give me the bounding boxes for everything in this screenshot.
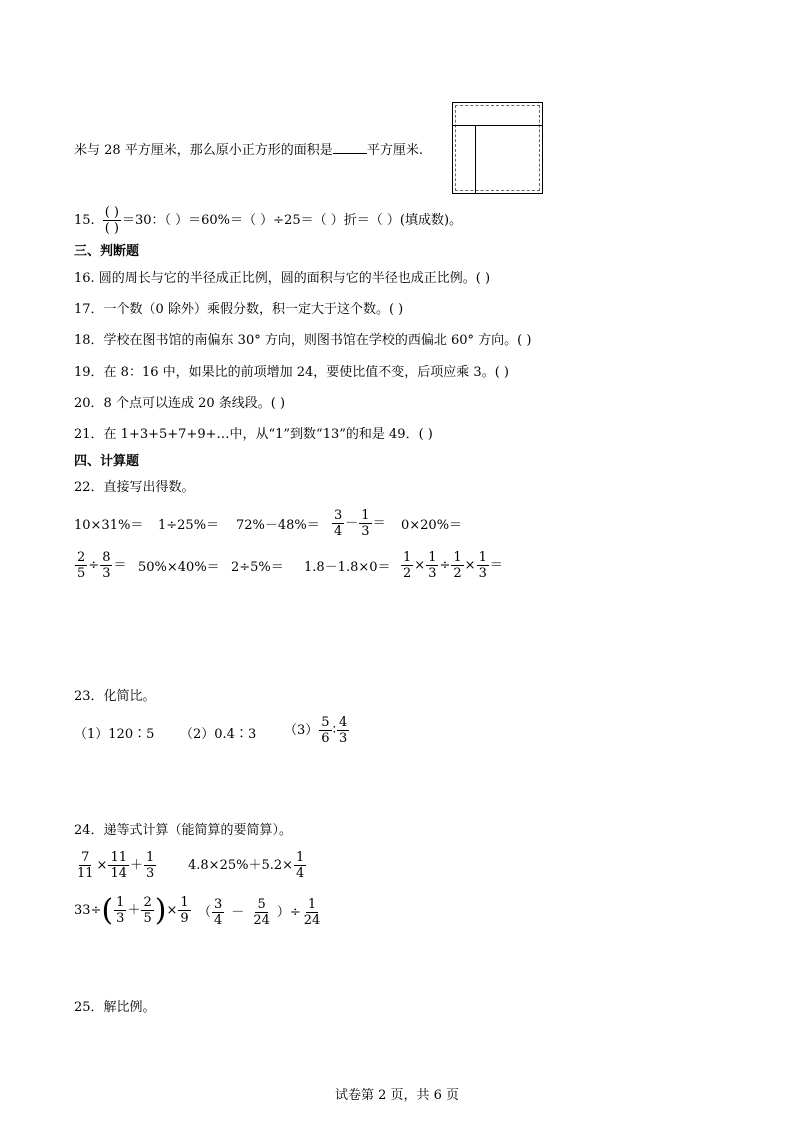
fraction-1-3 xyxy=(477,550,489,581)
q24-expr-4 xyxy=(198,897,323,928)
q22-item-10 xyxy=(400,550,503,581)
fraction-1-24 xyxy=(302,897,323,928)
frac-den: 3 xyxy=(102,566,111,581)
q24-expr-1 xyxy=(74,850,157,881)
q22-item-5: 0×20%＝ xyxy=(401,518,463,533)
fraction-2-5 xyxy=(141,895,153,926)
q25-title: 25．解比例。 xyxy=(74,1000,156,1015)
q15-text: ＝30：（ ）＝60%＝（ ）÷25＝（ ）折＝（ ）(填成数)。 xyxy=(121,212,463,228)
question-17: 17．一个数（0 除外）乘假分数，积一定大于这个数。( ) xyxy=(74,302,404,317)
times-sign: × xyxy=(464,557,476,573)
figure-vertical-line xyxy=(475,125,476,193)
frac-num: 1 xyxy=(403,550,412,565)
divide-sign: ÷ xyxy=(88,557,100,573)
q22-item-2: 1÷25%＝ xyxy=(158,518,220,533)
fraction-5-6 xyxy=(319,715,331,746)
frac-den: 2 xyxy=(453,566,462,581)
right-paren-divide: ）÷ xyxy=(276,904,301,920)
q22-item-9: 1.8－1.8×0＝ xyxy=(304,560,391,575)
minus-sign: － xyxy=(231,904,245,920)
frac-den: 3 xyxy=(146,866,155,881)
frac-num: 7 xyxy=(81,850,90,865)
left-paren: （ xyxy=(198,904,212,920)
frac-den: 3 xyxy=(361,524,370,539)
fraction-4-3 xyxy=(337,715,349,746)
q22-item-6 xyxy=(74,550,126,581)
question-20: 20．8 个点可以连成 20 条线段。( ) xyxy=(74,396,286,411)
frac-den: 3 xyxy=(478,566,487,581)
q24-title: 24．递等式计算（能简算的要简算）。 xyxy=(74,823,293,838)
fraction-8-3 xyxy=(100,550,112,581)
q24-expr-2 xyxy=(188,850,307,881)
equals-sign: ＝ xyxy=(113,557,127,573)
q22-item-3: 72%－48%＝ xyxy=(236,518,320,533)
equals-sign: ＝ xyxy=(372,515,386,531)
frac-den: 3 xyxy=(338,731,348,746)
frac-num: 1 xyxy=(307,897,317,912)
plus-sign: ＋ xyxy=(130,857,144,873)
frac-num: 3 xyxy=(334,508,343,523)
q23-title: 23．化简比。 xyxy=(74,689,156,704)
frac-den: 9 xyxy=(180,911,189,926)
expr-text: 33÷ xyxy=(74,902,102,918)
q22-item-8: 2÷5%＝ xyxy=(231,560,284,575)
fraction-1-3 xyxy=(114,895,126,926)
frac-den: 14 xyxy=(110,866,127,881)
fraction-1-3 xyxy=(359,508,371,539)
fraction-1-2 xyxy=(401,550,413,581)
frac-den: 24 xyxy=(253,913,270,928)
q23-part-3 xyxy=(284,715,350,746)
fraction-1-9 xyxy=(178,895,190,926)
frac-den: 3 xyxy=(428,566,437,581)
minus-sign: － xyxy=(345,515,359,531)
frac-num: 3 xyxy=(214,897,223,912)
times-sign: × xyxy=(96,857,108,873)
q15-number: 15. xyxy=(74,212,95,228)
fraction-5-24 xyxy=(251,897,272,928)
section-3-heading: 三、判断题 xyxy=(74,244,140,259)
question-18: 18．学校在图书馆的南偏东 30° 方向，则图书馆在学校的西偏北 60° 方向。( ) xyxy=(74,333,532,348)
frac-num: 5 xyxy=(257,897,266,912)
expr-text: 4.8×25%＋5.2× xyxy=(188,857,294,873)
q15-frac-num: ( ) xyxy=(104,205,119,220)
figure-horizontal-line xyxy=(453,125,542,126)
question-19: 19．在 8：16 中，如果比的前项增加 24，要使比值不变，后项应乘 3。( ) xyxy=(74,365,509,380)
equals-sign: ＝ xyxy=(489,557,503,573)
fraction-3-4 xyxy=(332,508,344,539)
frac-num: 1 xyxy=(180,895,189,910)
q23-part-2: （2）0.4∶3 xyxy=(180,727,257,742)
frac-den: 24 xyxy=(303,913,321,928)
frac-num: 2 xyxy=(143,895,152,910)
frac-num: 1 xyxy=(428,550,437,565)
q23-part-3-label: （3） xyxy=(284,722,319,738)
frac-den: 5 xyxy=(143,911,152,926)
q14-continuation xyxy=(74,139,423,158)
plus-sign: ＋ xyxy=(127,902,141,918)
q22-item-1: 10×31%＝ xyxy=(74,518,144,533)
frac-den: 6 xyxy=(321,731,330,746)
fraction-1-2 xyxy=(451,550,463,581)
times-sign: × xyxy=(166,902,178,918)
q14-text-before: 米与 28 平方厘米，那么原小正方形的面积是 xyxy=(74,143,333,158)
frac-num: 1 xyxy=(116,895,125,910)
fraction-1-4 xyxy=(294,850,306,881)
frac-den: 4 xyxy=(296,866,305,881)
frac-num: 1 xyxy=(296,850,305,865)
question-21: 21．在 1+3+5+7+9+…中，从“1”到数“13”的和是 49．( ) xyxy=(74,427,433,442)
q15-fraction[interactable] xyxy=(103,205,121,236)
fraction-1-3 xyxy=(426,550,438,581)
q24-expr-3 xyxy=(74,892,192,928)
frac-num: 1 xyxy=(453,550,462,565)
q23-part-1: （1）120∶5 xyxy=(74,727,155,742)
ratio-sign: ∶ xyxy=(332,722,336,738)
left-paren: ( xyxy=(101,892,114,928)
frac-num: 11 xyxy=(110,850,127,865)
frac-num: 5 xyxy=(321,715,330,730)
fraction-3-4 xyxy=(212,897,224,928)
frac-den: 4 xyxy=(334,524,343,539)
q22-item-4 xyxy=(331,508,386,539)
q22-title: 22．直接写出得数。 xyxy=(74,480,195,495)
question-16: 16. 圆的周长与它的半径成正比例，圆的面积与它的半径也成正比例。( ) xyxy=(74,271,491,286)
fraction-2-5 xyxy=(75,550,87,581)
frac-den: 3 xyxy=(116,911,125,926)
times-sign: × xyxy=(414,557,426,573)
frac-den: 5 xyxy=(77,566,86,581)
frac-num: 1 xyxy=(478,550,487,565)
page-footer: 试卷第 2 页，共 6 页 xyxy=(334,1088,460,1103)
q22-item-7: 50%×40%＝ xyxy=(138,560,220,575)
question-15 xyxy=(74,205,462,236)
frac-den: 4 xyxy=(214,913,223,928)
frac-den: 11 xyxy=(77,866,94,881)
q15-frac-den: ( ) xyxy=(104,221,119,236)
frac-den: 2 xyxy=(403,566,412,581)
frac-num: 4 xyxy=(338,715,348,730)
fraction-7-11 xyxy=(75,850,96,881)
section-4-heading: 四、计算题 xyxy=(74,454,140,469)
fraction-11-14 xyxy=(108,850,129,881)
q14-text-after: 平方厘米. xyxy=(366,143,423,158)
frac-num: 1 xyxy=(146,850,155,865)
frac-num: 8 xyxy=(102,550,111,565)
right-paren: ) xyxy=(154,892,167,928)
frac-num: 1 xyxy=(361,508,370,523)
frac-num: 2 xyxy=(77,550,86,565)
q14-answer-blank[interactable] xyxy=(333,141,367,154)
divide-sign: ÷ xyxy=(439,557,451,573)
square-figure xyxy=(452,102,543,194)
fraction-1-3 xyxy=(144,850,156,881)
